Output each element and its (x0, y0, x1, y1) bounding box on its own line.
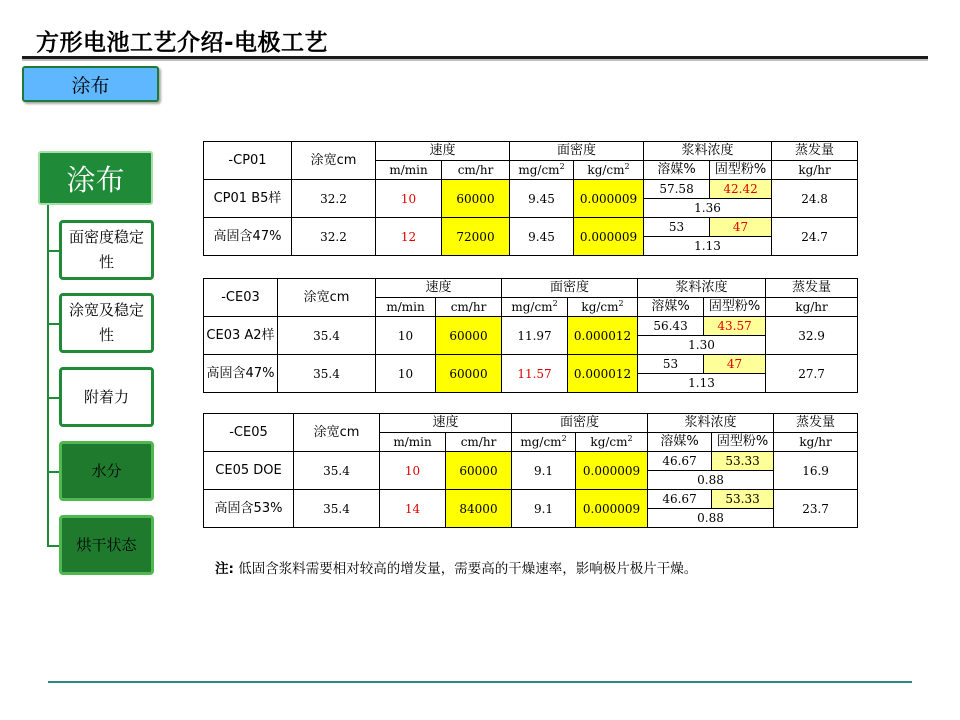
row-name: CP01 B5样 (204, 180, 292, 218)
cell-mg: 9.45 (510, 180, 574, 218)
cell-mmin: 10 (376, 317, 436, 355)
tree-root[interactable]: 涂布 (38, 151, 153, 205)
cell-solid: 53.33 (712, 452, 774, 471)
footnote (215, 560, 735, 579)
unit-solvent: 溶媒% (638, 298, 704, 317)
cell-ratio: 0.88 (648, 509, 774, 528)
cell-solvent: 46.67 (648, 452, 712, 471)
cell-solvent: 56.43 (638, 317, 704, 336)
density-header: 面密度 (510, 142, 644, 161)
row-name: 高固含53% (204, 490, 294, 528)
cell-ratio: 1.13 (644, 237, 772, 256)
tree-item-width-stability[interactable]: 涂宽及稳定性 (59, 293, 154, 353)
footnote-text: 低固含浆料需要相对较高的增发量，需要高的干燥速率，影响极片极片干燥。 (238, 561, 698, 577)
slurry-header: 浆料浓度 (648, 414, 774, 433)
slurry-header: 浆料浓度 (638, 279, 766, 298)
cell-mmin: 10 (376, 180, 442, 218)
cell-ratio: 1.30 (638, 336, 766, 355)
title-divider-shadow (22, 59, 928, 61)
cell-ratio: 0.88 (648, 471, 774, 490)
cell-width: 32.2 (292, 180, 376, 218)
tree-branch (47, 250, 59, 252)
tree-branch (47, 471, 59, 473)
evap-header: 蒸发量 (766, 279, 858, 298)
cell-cmhr: 60000 (436, 355, 502, 393)
cell-solvent: 53 (638, 355, 704, 374)
density-header: 面密度 (502, 279, 638, 298)
cell-evap: 24.8 (772, 180, 858, 218)
data-table-cp01 (203, 141, 858, 256)
speed-header: 速度 (380, 414, 512, 433)
cell-solid: 43.57 (704, 317, 766, 336)
cell-width: 35.4 (278, 355, 376, 393)
density-header: 面密度 (512, 414, 648, 433)
cell-solvent: 46.67 (648, 490, 712, 509)
cell-width: 35.4 (294, 490, 380, 528)
cell-solid: 42.42 (710, 180, 772, 199)
unit-solvent: 溶媒% (644, 161, 710, 180)
cell-kg: 0.000009 (576, 490, 648, 528)
cell-evap: 16.9 (774, 452, 858, 490)
tree-connector (47, 205, 49, 547)
cell-mmin: 10 (376, 355, 436, 393)
speed-header: 速度 (376, 142, 510, 161)
tree-item-moisture[interactable]: 水分 (59, 441, 154, 501)
footnote-label: 注: (215, 561, 234, 577)
row-name: 高固含47% (204, 355, 278, 393)
cell-solid: 53.33 (712, 490, 774, 509)
row-name: CE05 DOE (204, 452, 294, 490)
unit-kgcm2: $kg/cm^2$ (574, 161, 644, 180)
unit-solid: 固型粉% (712, 433, 774, 452)
tree-item-adhesion[interactable]: 附着力 (59, 367, 154, 427)
cell-mmin: 10 (380, 452, 446, 490)
cell-mmin: 12 (376, 218, 442, 256)
cell-evap: 23.7 (774, 490, 858, 528)
cell-ratio: 1.13 (638, 374, 766, 393)
unit-mmin: m/min (376, 298, 436, 317)
cell-evap: 27.7 (766, 355, 858, 393)
unit-mgcm2: $mg/cm^2$ (502, 298, 568, 317)
cell-mg: 11.57 (502, 355, 568, 393)
tree-branch (47, 545, 59, 547)
row-name: CE03 A2样 (204, 317, 278, 355)
unit-cmhr: cm/hr (436, 298, 502, 317)
unit-solvent: 溶媒% (648, 433, 712, 452)
cell-evap: 24.7 (772, 218, 858, 256)
cell-kg: 0.000009 (576, 452, 648, 490)
unit-kghr: kg/hr (766, 298, 858, 317)
cell-mg: 11.97 (502, 317, 568, 355)
cell-cmhr: 60000 (446, 452, 512, 490)
table-id: -CE03 (204, 279, 278, 317)
data-table-ce05 (203, 413, 858, 528)
width-header: 涂宽cm (294, 414, 380, 452)
table-id: -CP01 (204, 142, 292, 180)
unit-mgcm2: $mg/cm^2$ (510, 161, 574, 180)
unit-mmin: m/min (380, 433, 446, 452)
tree-item-drying-state[interactable]: 烘干状态 (59, 515, 154, 575)
width-header: 涂宽cm (278, 279, 376, 317)
cell-cmhr: 72000 (442, 218, 510, 256)
cell-evap: 32.9 (766, 317, 858, 355)
unit-mgcm2: $mg/cm^2$ (512, 433, 576, 452)
data-table-ce03 (203, 278, 858, 393)
cell-kg: 0.000012 (568, 355, 638, 393)
section-tag[interactable]: 涂布 (22, 66, 159, 102)
page-title: 方形电池工艺介绍-电极工艺 (36, 30, 329, 56)
cell-solvent: 57.58 (644, 180, 710, 199)
cell-ratio: 1.36 (644, 199, 772, 218)
cell-mg: 9.45 (510, 218, 574, 256)
evap-header: 蒸发量 (774, 414, 858, 433)
cell-cmhr: 84000 (446, 490, 512, 528)
cell-kg: 0.000012 (568, 317, 638, 355)
unit-solid: 固型粉% (704, 298, 766, 317)
tree-branch (47, 397, 59, 399)
cell-width: 35.4 (278, 317, 376, 355)
row-name: 高固含47% (204, 218, 292, 256)
speed-header: 速度 (376, 279, 502, 298)
cell-solvent: 53 (644, 218, 710, 237)
evap-header: 蒸发量 (772, 142, 858, 161)
width-header: 涂宽cm (292, 142, 376, 180)
tree-branch (47, 323, 59, 325)
cell-mmin: 14 (380, 490, 446, 528)
slurry-header: 浆料浓度 (644, 142, 772, 161)
unit-cmhr: cm/hr (442, 161, 510, 180)
cell-kg: 0.000009 (574, 218, 644, 256)
cell-kg: 0.000009 (574, 180, 644, 218)
cell-mg: 9.1 (512, 452, 576, 490)
unit-cmhr: cm/hr (446, 433, 512, 452)
unit-kghr: kg/hr (772, 161, 858, 180)
cell-cmhr: 60000 (442, 180, 510, 218)
unit-kgcm2: $kg/cm^2$ (576, 433, 648, 452)
cell-width: 35.4 (294, 452, 380, 490)
tree-item-density-stability[interactable]: 面密度稳定性 (59, 220, 154, 280)
unit-solid: 固型粉% (710, 161, 772, 180)
unit-mmin: m/min (376, 161, 442, 180)
cell-solid: 47 (710, 218, 772, 237)
cell-cmhr: 60000 (436, 317, 502, 355)
cell-mg: 9.1 (512, 490, 576, 528)
table-id: -CE05 (204, 414, 294, 452)
footer-divider (48, 681, 912, 683)
cell-solid: 47 (704, 355, 766, 374)
unit-kgcm2: $kg/cm^2$ (568, 298, 638, 317)
cell-width: 32.2 (292, 218, 376, 256)
unit-kghr: kg/hr (774, 433, 858, 452)
